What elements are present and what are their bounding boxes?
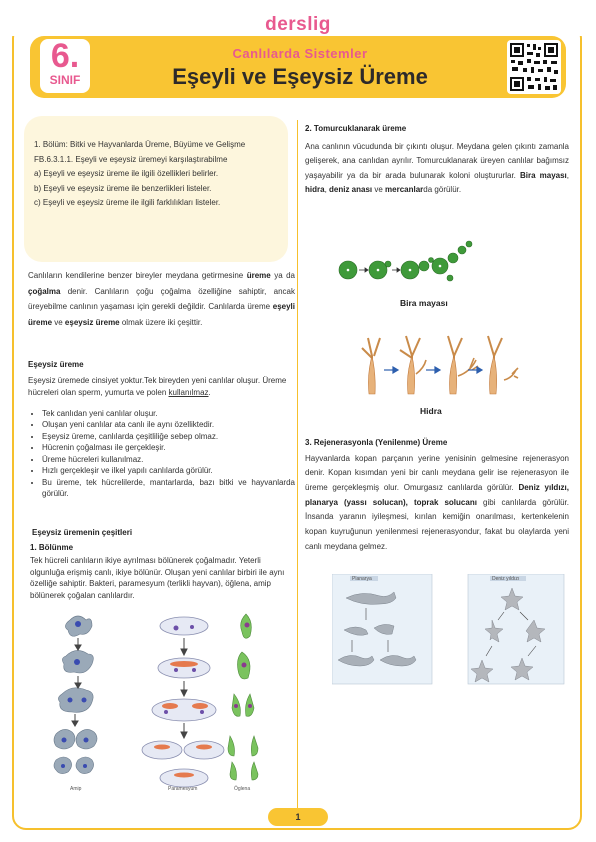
column-divider [297, 120, 298, 808]
budding-paragraph: Ana canlının vücudunda bir çıkıntı oluşur. Meydana gelen çıkıntı zamanla gelişerek, ana canlıdan ayrılır. Tomurcuklanarak üreyen canlılar bağımsız yaşayabilir ya da bir arada bulunarak koloni oluştururlar. Bira mayası, hidra, deniz anası ve mercanlarda görülür. [305, 141, 569, 194]
learning-objectives-box [24, 116, 288, 262]
unit-subtitle: Canlılarda Sistemler [232, 46, 368, 61]
budding-heading: 2. Tomurcuklanarak üreme [305, 124, 407, 133]
regeneration-figure [332, 574, 568, 686]
list-item: • Eşeysiz üreme, canlılarda çeşitliliğe sebep olmaz. [42, 431, 295, 443]
list-item: • Oluşan yeni canlılar ata canlı ile aynı özelliktedir. [42, 419, 295, 431]
figure-label-starfish: Deniz yıldızı [492, 576, 520, 582]
fission-heading: 1. Bölünme [30, 542, 74, 552]
list-item: • Üreme hücreleri kullanılmaz. [42, 454, 295, 466]
regeneration-paragraph: Hayvanlarda kopan parçanın yerine yenisinin gelmesine rejenerasyon denir. Kopan kısımdan yeni bir canlı meydana gelir ise rejenerasyon ile üreme gerçekleşmiş olur. Omurgasız canlılarda görülür. Deniz yıldızı, planarya (yassı solucan), toprak solucanı gibi canlılarda görülür. İnsanda yaranın iyileşmesi, kırılan kemiğin onarılması, kertenkelenin kopan kuyruğunun yenilenmesi rejenerasyondur, fakat bu olaylarda yeni canlı meydana gelmez. [305, 453, 570, 551]
fission-paragraph: Tek hücreli canlıların ikiye ayrılması bölünerek çoğalmadır. Yeterli olgunluğa erişmiş canlı, ikiye bölünür. Oluşan yeni canlılar birbiri ile aynı özelliğe sahiptir. Bakteri, paramesyum (terlikli hayvan), öğlena, amip bölünerek çoğalan canlılardır. [30, 556, 285, 600]
intro-paragraph: Canlıların kendilerine benzer bireyler meydana getirmesine üreme ya da çoğalma denir. Canlıların çoğu çoğalma özelliğine sahiptir, ancak üreyebilme canlının yaşaması için gerekli değildir. Canlılarda üreme eşeyli üreme ve eşeysiz üreme olmak üzere iki çeşittir. [28, 271, 296, 327]
types-heading: Eşeysiz üremenin çeşitleri [32, 528, 133, 537]
objective-a: a) Eşeyli ve eşeysiz üreme ile ilgili özellikleri belirler. [34, 169, 219, 178]
objective-chapter: 1. Bölüm: Bitki ve Hayvanlarda Üreme, Büyüme ve Gelişme [34, 140, 246, 149]
list-item: • Hücrenin çoğalması ile gerçekleşir. [42, 442, 295, 454]
asexual-heading: Eşeysiz üreme [28, 360, 84, 369]
page-title: Eşeyli ve Eşeysiz Üreme [172, 64, 428, 89]
qr-code-icon[interactable] [507, 40, 561, 94]
list-item: • Hızlı gerçekleşir ve ilkel yapılı canlılarda görülür. [42, 465, 295, 477]
asexual-paragraph: Eşeysiz üremede cinsiyet yoktur.Tek bireyden yeni canlılar oluşur. Üreme hücreleri olan sperm, yumurta ve polen kullanılmaz. [28, 375, 287, 397]
yeast-budding-figure [336, 236, 476, 288]
regeneration-section [305, 436, 569, 554]
asexual-types-section [30, 526, 294, 601]
binary-fission-figure [44, 610, 284, 792]
page-number: 1 [268, 808, 328, 826]
list-item: • Bu üreme, tek hücrelilerde, mantarlarda, bazı bitki ve hayvanlarda görülür. [42, 477, 295, 500]
objective-code: FB.6.3.1.1. Eşeyli ve eşeysiz üremeyi karşılaştırabilme [34, 154, 228, 164]
asexual-section [28, 358, 295, 500]
figure-label-paramecium: Paramesyum [168, 786, 198, 792]
regeneration-heading: 3. Rejenerasyonla (Yenilenme) Üreme [305, 438, 448, 447]
asexual-bullet-list [28, 408, 295, 500]
hydra-budding-figure [356, 330, 520, 396]
caption-yeast: Bira mayası [400, 298, 448, 308]
budding-section [305, 122, 569, 198]
grade-label: SINIF [49, 73, 81, 87]
brand-logo: derslig [0, 14, 596, 36]
list-item: • Tek canlıdan yeni canlılar oluşur. [42, 408, 295, 420]
grade-badge [40, 39, 90, 93]
figure-label-planarian: Planarya [352, 576, 372, 582]
objective-c: c) Eşeyli ve eşeysiz üreme ile ilgili farklılıkları listeler. [34, 198, 221, 207]
figure-label-amoeba: Amip [70, 786, 82, 792]
figure-label-euglena: Öglena [234, 786, 251, 792]
objective-b: b) Eşeyli ve eşeysiz üreme ile benzerlikleri listeler. [34, 183, 212, 193]
grade-number: 6. [50, 37, 80, 75]
caption-hydra: Hidra [420, 406, 442, 416]
